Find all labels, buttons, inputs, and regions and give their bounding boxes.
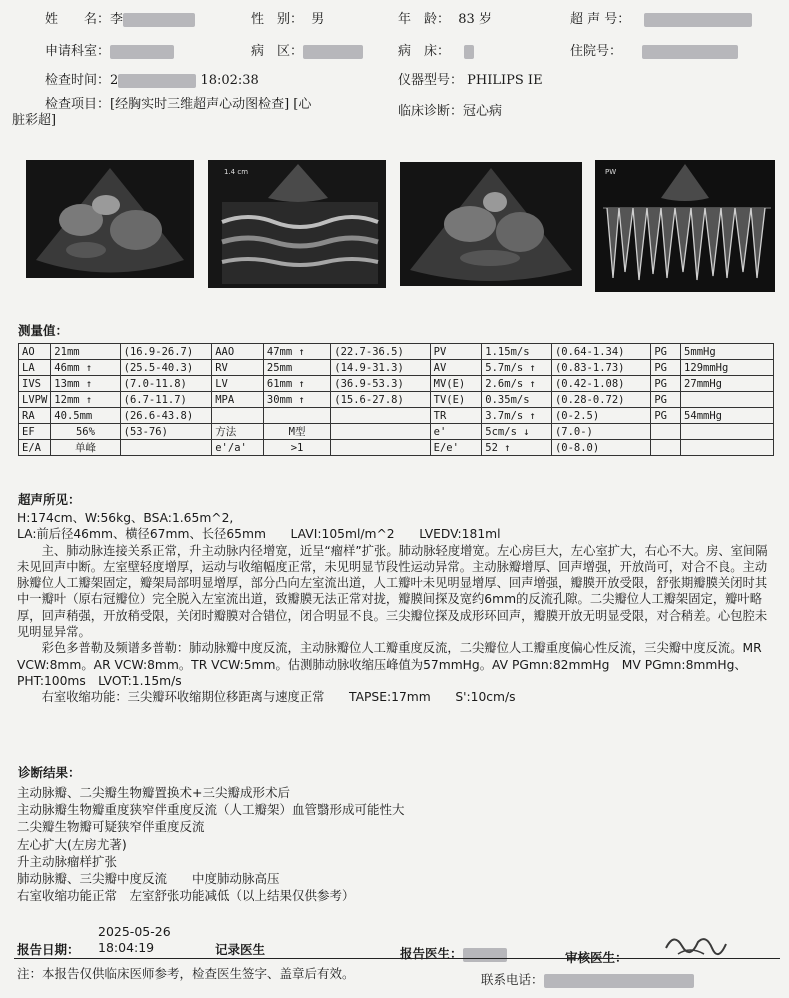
- name-value: 李: [110, 12, 124, 27]
- measurements-table: [18, 343, 774, 456]
- image2-caption: 1.4 cm: [224, 168, 249, 176]
- clinical-diag-value: 冠心病: [463, 104, 503, 119]
- measurement-cell: e': [430, 424, 482, 440]
- inpatient-label: 住院号：: [570, 44, 623, 59]
- diagnosis-line: 升主动脉瘤样扩张: [17, 853, 118, 869]
- measurement-cell: 2.6m/s ↑: [482, 376, 552, 392]
- measurement-cell: (0.64-1.34): [551, 344, 650, 360]
- measurement-row: [19, 392, 774, 408]
- measurement-cell: LVPW: [19, 392, 51, 408]
- measurement-cell: 25mm: [263, 360, 330, 376]
- measurement-cell: (0.28-0.72): [551, 392, 650, 408]
- findings-line1: H:174cm、W:56kg、BSA:1.65m^2,: [17, 511, 234, 525]
- measurement-cell: AO: [19, 344, 51, 360]
- age-row: [398, 8, 492, 27]
- measurement-cell: [331, 440, 430, 456]
- measurement-cell: PG: [651, 344, 681, 360]
- measurement-cell: 47mm ↑: [263, 344, 330, 360]
- measurement-cell: (22.7-36.5): [331, 344, 430, 360]
- device-label: 仪器型号：: [398, 73, 464, 88]
- measurement-cell: PG: [651, 376, 681, 392]
- echo-image-3: [400, 162, 582, 286]
- exam-item-row: [45, 93, 311, 112]
- measurement-cell: 52 ↑: [482, 440, 552, 456]
- measurement-row: [19, 360, 774, 376]
- measurement-cell: (6.7-11.7): [120, 392, 212, 408]
- measurement-cell: (0.42-1.08): [551, 376, 650, 392]
- measurement-cell: [681, 392, 774, 408]
- measurement-cell: PG: [651, 360, 681, 376]
- ward-row: [251, 40, 363, 59]
- gender-row: [251, 8, 324, 27]
- measurement-cell: TR: [430, 408, 482, 424]
- measurement-cell: >1: [263, 440, 330, 456]
- clinical-diag-label: 临床诊断：: [398, 104, 464, 119]
- us-no-row: [570, 8, 752, 27]
- redacted-bed: [464, 45, 474, 59]
- findings-para2: 彩色多普勒及频谱多普勒：肺动脉瓣中度反流，主动脉瓣位人工瓣重度反流，二尖瓣位人工瓣重度偏心性反流，三尖瓣中度反流。MR VCW:8mm。AR VCW:8mm。TR VCW:5mm。估测肺动脉收缩压峰值为57mmHg。AV PGmn:82mmHg MV PGmn:8mmHg、PHT:100ms LVOT:1.15m/s: [17, 641, 762, 688]
- exam-time-label: 检查时间：: [45, 73, 111, 88]
- findings-line2: LA:前后径46mm、横径67mm、长径65mm LAVI:105ml/m^2 LVEDV:181ml: [17, 527, 501, 542]
- device-row: [398, 69, 543, 88]
- measurement-cell: 40.5mm: [51, 408, 120, 424]
- measurement-cell: 单峰: [51, 440, 120, 456]
- diagnosis-line: 二尖瓣生物瓣可疑狭窄伴重度反流: [17, 819, 205, 835]
- footer-divider: [14, 958, 780, 959]
- measurement-cell: TV(E): [430, 392, 482, 408]
- bed-label: 病 床：: [398, 44, 451, 59]
- exam-item-value: [经胸实时三维超声心动图检查] [心: [110, 97, 312, 112]
- echo-image-4: [595, 160, 775, 292]
- measurement-cell: (25.5-40.3): [120, 360, 212, 376]
- measurement-row: [19, 440, 774, 456]
- measurement-cell: [120, 440, 212, 456]
- name-row: [45, 8, 195, 27]
- measurement-cell: (14.9-31.3): [331, 360, 430, 376]
- diagnosis-line: 右室收缩功能正常 左室舒张功能减低（以上结果仅供参考）: [17, 888, 355, 904]
- gender-value: 男: [311, 12, 325, 27]
- ward-label: 病 区：: [251, 44, 304, 59]
- measurement-cell: (0.83-1.73): [551, 360, 650, 376]
- measurement-cell: (36.9-53.3): [331, 376, 430, 392]
- contact-label: 联系电话：: [481, 972, 544, 987]
- measurement-cell: 0.35m/s: [482, 392, 552, 408]
- measurement-cell: PV: [430, 344, 482, 360]
- measurement-cell: E/e': [430, 440, 482, 456]
- measurement-row: [19, 408, 774, 424]
- measurement-cell: [681, 440, 774, 456]
- inpatient-row: [570, 40, 738, 59]
- dept-row: [45, 40, 174, 59]
- exam-item-label: 检查项目：: [45, 97, 111, 112]
- measurement-cell: e'/a': [212, 440, 264, 456]
- clinical-diag-row: [398, 100, 502, 119]
- measurement-cell: [331, 408, 430, 424]
- measurement-cell: [651, 424, 681, 440]
- measurement-cell: 21mm: [51, 344, 120, 360]
- measurement-cell: 5.7m/s ↑: [482, 360, 552, 376]
- measurement-cell: LA: [19, 360, 51, 376]
- redacted-inpatient-no: [642, 45, 738, 59]
- measurement-cell: PG: [651, 408, 681, 424]
- redacted-exam-date: [118, 74, 196, 88]
- measurement-cell: 56%: [51, 424, 120, 440]
- us-no-label: 超 声 号：: [570, 12, 631, 27]
- redacted-contact-phone: [544, 974, 694, 988]
- measurement-cell: 27mmHg: [681, 376, 774, 392]
- measurement-cell: E/A: [19, 440, 51, 456]
- redacted-report-doctor: [463, 948, 507, 962]
- measurement-cell: (15.6-27.8): [331, 392, 430, 408]
- measurement-cell: (7.0-11.8): [120, 376, 212, 392]
- bed-row: [398, 40, 474, 59]
- measurement-cell: [681, 424, 774, 440]
- image4-caption: PW: [605, 168, 617, 176]
- measurement-cell: 3.7m/s ↑: [482, 408, 552, 424]
- reviewer-label: 审核医生：: [565, 950, 628, 965]
- measurement-cell: 方法: [212, 424, 264, 440]
- measurement-cell: EF: [19, 424, 51, 440]
- measurement-cell: [212, 408, 264, 424]
- measurement-cell: AV: [430, 360, 482, 376]
- measurement-cell: LV: [212, 376, 264, 392]
- echo-image-2: [208, 160, 386, 288]
- measurement-cell: (0-8.0): [551, 440, 650, 456]
- findings-para3: 右室收缩功能：三尖瓣环收缩期位移距离与速度正常 TAPSE:17mm S':10cm/s: [17, 690, 516, 705]
- report-date-value: 2025-05-26: [98, 924, 171, 939]
- exam-item-cont: [12, 109, 56, 128]
- measurement-cell: (26.6-43.8): [120, 408, 212, 424]
- measurement-cell: 13mm ↑: [51, 376, 120, 392]
- measurement-cell: 54mmHg: [681, 408, 774, 424]
- reviewer-signature: [660, 928, 730, 960]
- measurement-cell: MV(E): [430, 376, 482, 392]
- name-label: 姓 名：: [45, 12, 111, 27]
- diagnosis-line: 肺动脉瓣、三尖瓣中度反流 中度肺动脉高压: [17, 871, 280, 887]
- recorder-label: 记录医生: [215, 942, 266, 957]
- measurements-title: 测量值：: [18, 323, 69, 338]
- measurement-cell: [651, 440, 681, 456]
- exam-time-clock: 18:02:38: [200, 73, 259, 88]
- diagnosis-line: 主动脉瓣生物瓣重度狭窄伴重度反流（人工瓣架）血管翳形成可能性大: [17, 802, 405, 818]
- measurement-cell: PG: [651, 392, 681, 408]
- measurement-cell: MPA: [212, 392, 264, 408]
- diagnosis-title: 诊断结果：: [18, 765, 81, 780]
- redacted-us-no: [644, 13, 752, 27]
- measurement-cell: (0-2.5): [551, 408, 650, 424]
- diagnosis-line: 主动脉瓣、二尖瓣生物瓣置换术+三尖瓣成形术后: [17, 785, 290, 800]
- findings-para1: 主、肺动脉连接关系正常，升主动脉内径增宽，近呈“瘤样”扩张。肺动脉轻度增宽。左心房巨大，左心室扩大，右心不大。房、室间隔未见回声中断。左室壁轻度增厚，运动与收缩幅度正常，未见明显节段性运动异常。主动脉瓣增厚、回声增强，开放尚可，对合不良。主动脉瓣位人工瓣架固定，瓣架局部明显增厚，部分凸向左室流出道，人工瓣叶未见明显增厚、回声增强，瓣膜开放受限，舒张期瓣膜关闭时其中一瓣叶（原右冠瓣位）完全脱入左室流出道，致瓣膜无法正常对拢，瓣膜间探及宽约6mm的反流孔隙。二尖瓣位人工瓣架固定，瓣叶略厚，回声稍强，开放稍受限，关闭时瓣膜对合错位，闭合明显不良。三尖瓣位探及成形环回声，瓣膜开放无明显受限，对合稍差。心包腔未见明显异常。: [17, 543, 768, 640]
- measurement-cell: RV: [212, 360, 264, 376]
- diagnosis-list: [17, 784, 405, 904]
- measurement-cell: 30mm ↑: [263, 392, 330, 408]
- measurement-cell: [331, 424, 430, 440]
- reviewer-row: [565, 948, 628, 966]
- diagnosis-line: 左心扩大(左房尤著): [17, 836, 127, 852]
- measurement-cell: 46mm ↑: [51, 360, 120, 376]
- device-value: PHILIPS IE: [467, 73, 543, 88]
- measurement-cell: 1.15m/s: [482, 344, 552, 360]
- measurement-cell: [263, 408, 330, 424]
- measurement-cell: M型: [263, 424, 330, 440]
- report-doctor-row: [400, 944, 507, 962]
- exam-time-row: [45, 69, 259, 88]
- redacted-ward: [303, 45, 363, 59]
- redacted-name: [123, 13, 195, 27]
- exam-item-value-cont: 脏彩超]: [12, 113, 57, 128]
- measurement-cell: (16.9-26.7): [120, 344, 212, 360]
- measurement-row: [19, 376, 774, 392]
- report-date-label: 报告日期：: [17, 942, 80, 957]
- findings-title: 超声所见：: [18, 492, 81, 507]
- report-time-value: 18:04:19: [98, 940, 155, 955]
- exam-time-value: 2: [110, 73, 119, 88]
- gender-label: 性 别：: [251, 12, 304, 27]
- footer-note: 注：本报告仅供临床医师参考，检查医生签字、盖章后有效。: [17, 966, 355, 981]
- measurement-cell: 5mmHg: [681, 344, 774, 360]
- findings-body: [17, 510, 775, 706]
- dept-label: 申请科室：: [45, 44, 111, 59]
- echo-image-1: [26, 160, 194, 278]
- redacted-dept: [110, 45, 174, 59]
- contact-row: [481, 970, 694, 988]
- measurement-cell: AAO: [212, 344, 264, 360]
- measurement-cell: 5cm/s ↓: [482, 424, 552, 440]
- age-label: 年 龄：: [398, 12, 451, 27]
- measurement-cell: 129mmHg: [681, 360, 774, 376]
- measurement-cell: IVS: [19, 376, 51, 392]
- age-value: 83 岁: [458, 12, 492, 27]
- measurement-cell: 61mm ↑: [263, 376, 330, 392]
- measurement-cell: 12mm ↑: [51, 392, 120, 408]
- measurement-cell: RA: [19, 408, 51, 424]
- measurement-row: [19, 424, 774, 440]
- report-doctor-label: 报告医生：: [400, 946, 463, 961]
- measurement-cell: (7.0-): [551, 424, 650, 440]
- measurement-row: [19, 344, 774, 360]
- measurement-cell: (53-76): [120, 424, 212, 440]
